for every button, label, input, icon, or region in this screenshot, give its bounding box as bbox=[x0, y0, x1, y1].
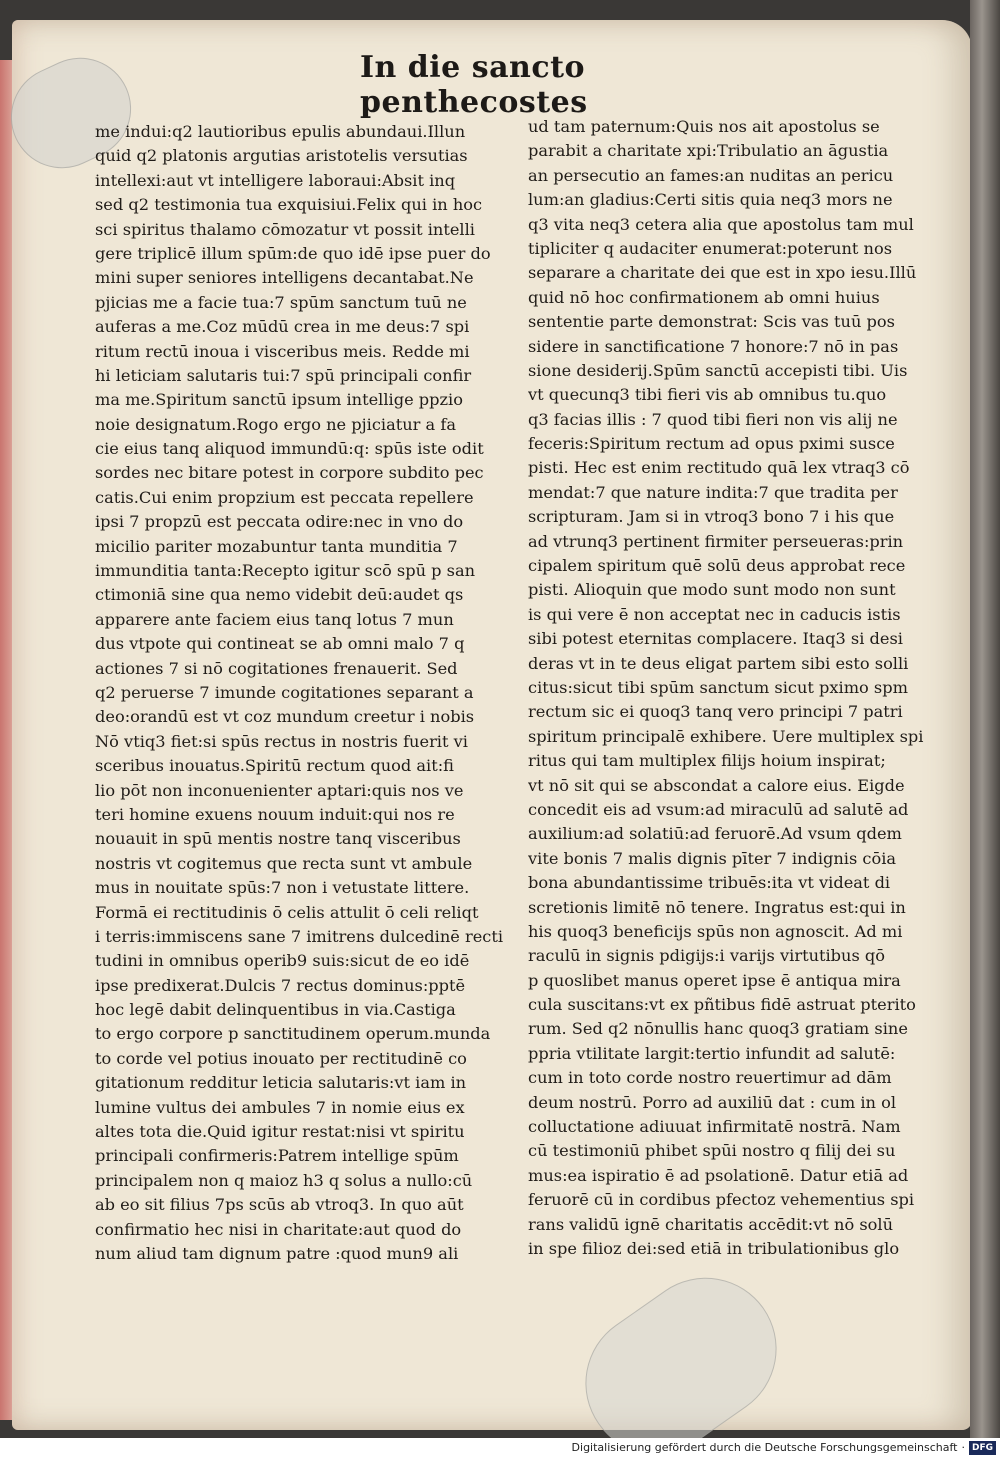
text-line: rectum sic ei quoq3 tanq vero principi 7 patri bbox=[528, 702, 903, 722]
text-line: dus vtpote qui contineat se ab omni malo 7 q bbox=[95, 634, 465, 654]
text-line: separare a charitate dei que est in xpo iesu.Illū bbox=[528, 263, 917, 283]
text-line: principali confirmeris:Patrem intellige spūm bbox=[95, 1146, 459, 1166]
text-line: q3 vita neq3 cetera alia que apostolus tam mul bbox=[528, 214, 914, 234]
text-line: mus in nouitate spūs:7 non i vetustate littere. bbox=[95, 878, 470, 898]
text-line: teri homine exuens nouum induit:qui nos re bbox=[95, 804, 455, 824]
text-line: rans validū ignē charitatis accēdit:vt nō solū bbox=[528, 1214, 894, 1234]
text-line: micilio pariter mozabuntur tanta munditia 7 bbox=[95, 536, 458, 556]
text-line: his quoq3 beneficijs spūs non agnoscit. Ad mi bbox=[528, 921, 903, 941]
text-line: Nō vtiq3 fiet:si spūs rectus in nostris fuerit vi bbox=[95, 731, 468, 751]
text-line: vt quecunq3 tibi fieri vis ab omnibus tu.quo bbox=[528, 385, 887, 405]
text-line: feceris:Spiritum rectum ad opus pximi susce bbox=[528, 434, 895, 454]
text-line: lio pōt non inconuenienter aptari:quis nos ve bbox=[95, 780, 464, 800]
text-line: citus:sicut tibi spūm sanctum sicut pximo spm bbox=[528, 677, 908, 697]
text-line: colluctatione adiuuat infirmitatē nostrā. Nam bbox=[528, 1117, 901, 1137]
text-line: catis.Cui enim propzium est peccata repellere bbox=[95, 487, 474, 507]
text-line: rum. Sed q2 nōnullis hanc quoq3 gratiam sine bbox=[528, 1019, 908, 1039]
text-line: an persecutio an fames:an nuditas an pericu bbox=[528, 165, 894, 185]
text-line: scretionis limitē nō tenere. Ingratus est:qui in bbox=[528, 897, 906, 917]
text-line: altes tota die.Quid igitur restat:nisi vt spiritu bbox=[95, 1122, 465, 1142]
dfg-logo-icon: DFG bbox=[969, 1441, 996, 1455]
text-line: auferas a me.Coz mūdū crea in me deus:7 spi bbox=[95, 317, 470, 337]
text-line: pisti. Hec est enim rectitudo quā lex vtraq3 cō bbox=[528, 458, 910, 478]
text-line: pjicias me a facie tua:7 spūm sanctum tuū ne bbox=[95, 292, 467, 312]
text-line: to ergo corpore p sanctitudinem operum.munda bbox=[95, 1024, 491, 1044]
text-line: sed q2 testimonia tua exquisiui.Felix qui in hoc bbox=[95, 195, 483, 215]
text-line: sci spiritus thalamo cōmozatur vt possit intelli bbox=[95, 219, 475, 239]
footer-credit: Digitalisierung gefördert durch die Deutsche Forschungsgemeinschaft bbox=[571, 1441, 958, 1454]
text-line: spiritum principalē exhibere. Uere multiplex spi bbox=[528, 726, 924, 746]
running-title: In die sancto penthecostes bbox=[360, 50, 588, 120]
text-line: ud tam paternum:Quis nos ait apostolus se bbox=[528, 117, 880, 136]
text-line: parabit a charitate xpi:Tribulatio an āgustia bbox=[528, 141, 889, 161]
text-line: Formā ei rectitudinis ō celis attulit ō celi reliqt bbox=[95, 902, 479, 922]
text-line: is qui vere ē non acceptat nec in caducis istis bbox=[528, 604, 901, 624]
text-line: lum:an gladius:Certi sitis quia neq3 mors ne bbox=[528, 190, 893, 210]
text-line: ab eo sit filius 7ps scūs ab vtroq3. In quo aūt bbox=[95, 1195, 464, 1215]
text-line: intellexi:aut vt intelligere laboraui:Absit inq bbox=[95, 170, 456, 190]
text-line: lumine vultus dei ambules 7 in nomie eius ex bbox=[95, 1097, 465, 1117]
text-line: nostris vt cogitemus que recta sunt vt ambule bbox=[95, 853, 473, 873]
text-line: principalem non q maioz h3 q solus a nullo:cū bbox=[95, 1170, 473, 1190]
text-line: sordes nec bitare potest in corpore subdito pec bbox=[95, 463, 484, 483]
text-line: raculū in signis pdigijs:i varijs virtutibus qō bbox=[528, 946, 886, 966]
text-line: sione desiderij.Spūm sanctū accepisti tibi. Uis bbox=[528, 360, 908, 380]
text-line: vt nō sit qui se abscondat a calore eius. Eigde bbox=[528, 775, 905, 795]
text-line: gitationum redditur leticia salutaris:vt iam in bbox=[95, 1073, 467, 1093]
text-line: to corde vel potius inouato per rectitudinē co bbox=[95, 1048, 467, 1068]
book-spine-right bbox=[970, 0, 1000, 1438]
text-line: ma me.Spiritum sanctū ipsum intellige ppzio bbox=[95, 390, 463, 410]
text-line: in spe filioz dei:sed etiā in tribulationibus glo bbox=[528, 1238, 900, 1258]
text-line: ipsi 7 propzū est peccata odire:nec in vno do bbox=[95, 512, 464, 532]
text-line: immunditia tanta:Recepto igitur scō spū p san bbox=[95, 561, 476, 581]
text-line: auxilium:ad solatiū:ad feruorē.Ad vsum qdem bbox=[528, 824, 902, 844]
text-line: cie eius tanq aliquod immundū:q: spūs iste odit bbox=[95, 439, 484, 459]
text-line: noie designatum.Rogo ergo ne pjiciatur a fa bbox=[95, 414, 456, 434]
text-line: i terris:immiscens sane 7 imitrens dulcedinē recti bbox=[95, 926, 504, 946]
text-line: feruorē cū in cordibus pfectoz vehementius spi bbox=[528, 1190, 915, 1210]
text-line: ipse predixerat.Dulcis 7 rectus dominus:pptē bbox=[95, 975, 466, 995]
text-line: cula suscitans:vt ex pñtibus fidē astruat pterito bbox=[528, 995, 916, 1015]
text-line: ctimoniā sine qua nemo videbit deū:audet qs bbox=[95, 585, 464, 605]
text-line: tudini in omnibus operib9 suis:sicut de eo idē bbox=[95, 951, 470, 971]
text-line: vite bonis 7 malis dignis pīter 7 indignis cōia bbox=[528, 848, 897, 868]
text-line: cū testimoniū phibet spūi nostro q filij dei su bbox=[528, 1141, 896, 1161]
text-line: num aliud tam dignum patre :quod mun9 ali bbox=[95, 1243, 459, 1263]
text-line: pisti. Alioquin que modo sunt modo non sunt bbox=[528, 580, 896, 600]
text-line: mini super seniores intelligens decantabat.Ne bbox=[95, 268, 474, 288]
text-line: tipliciter q audaciter enumerat:poterunt nos bbox=[528, 238, 893, 258]
text-line: actiones 7 si nō cogitationes frenauerit. Sed bbox=[95, 658, 458, 678]
text-line: sidere in sanctificatione 7 honore:7 nō in pas bbox=[528, 336, 899, 356]
text-line: quid q2 platonis argutias aristotelis versutias bbox=[95, 146, 468, 166]
text-line: me indui:q2 lautioribus epulis abundaui.Illun bbox=[95, 122, 466, 141]
text-line: gere triplicē illum spūm:de quo idē ipse puer do bbox=[95, 243, 491, 263]
text-line: ppria vtilitate largit:tertio infundit ad salutē: bbox=[528, 1043, 896, 1063]
text-line: deras vt in te deus eligat partem sibi esto solli bbox=[528, 653, 909, 673]
text-line: mendat:7 que nature indita:7 que tradita per bbox=[528, 482, 898, 502]
text-line: sceribus inouatus.Spiritū rectum quod ait:fi bbox=[95, 756, 454, 776]
text-line: deo:orandū est vt coz mundum creetur i nobis bbox=[95, 707, 475, 727]
text-column-left bbox=[95, 120, 515, 1266]
text-line: quid nō hoc confirmationem ab omni huius bbox=[528, 287, 880, 307]
text-line: confirmatio hec nisi in charitate:aut quod do bbox=[95, 1219, 462, 1239]
text-line: q3 facias illis : 7 quod tibi fieri non vis alij ne bbox=[528, 409, 898, 429]
text-line: ritus qui tam multiplex filijs hoium inspirat; bbox=[528, 751, 886, 771]
text-line: scripturam. Jam si in vtroq3 bono 7 i his que bbox=[528, 507, 895, 527]
text-line: q2 peruerse 7 imunde cogitationes separant a bbox=[95, 682, 474, 702]
text-line: concedit eis ad vsum:ad miraculū ad salutē ad bbox=[528, 799, 909, 819]
text-line: hoc legē dabit delinquentibus in via.Castiga bbox=[95, 1000, 456, 1020]
text-line: cum in toto corde nostro reuertimur ad dām bbox=[528, 1068, 892, 1088]
text-line: p quoslibet manus operet ipse ē antiqua mira bbox=[528, 970, 901, 990]
text-line: bona abundantissime tribuēs:ita vt videat di bbox=[528, 873, 891, 893]
text-line: cipalem spiritum quē solū deus approbat rece bbox=[528, 556, 906, 576]
text-line: mus:ea ispiratio ē ad psolationē. Datur etiā ad bbox=[528, 1165, 909, 1185]
text-line: ad vtrunq3 pertinent firmiter perseueras:prin bbox=[528, 531, 904, 551]
digitization-footer: Digitalisierung gefördert durch die Deutsche Forschungsgemeinschaft · DFG bbox=[0, 1438, 1000, 1457]
text-column-right bbox=[528, 115, 948, 1261]
text-line: nouauit in spū mentis nostre tanq visceribus bbox=[95, 829, 461, 849]
text-line: sententie parte demonstrat: Scis vas tuū pos bbox=[528, 312, 895, 332]
text-line: sibi potest eternitas complacere. Itaq3 si desi bbox=[528, 629, 903, 649]
text-line: ritum rectū inoua i visceribus meis. Redde mi bbox=[95, 341, 470, 361]
text-line: apparere ante faciem eius tanq lotus 7 mun bbox=[95, 609, 454, 629]
text-line: deum nostrū. Porro ad auxiliū dat : cum in ol bbox=[528, 1092, 897, 1112]
text-line: hi leticiam salutaris tui:7 spū principali confir bbox=[95, 365, 472, 385]
